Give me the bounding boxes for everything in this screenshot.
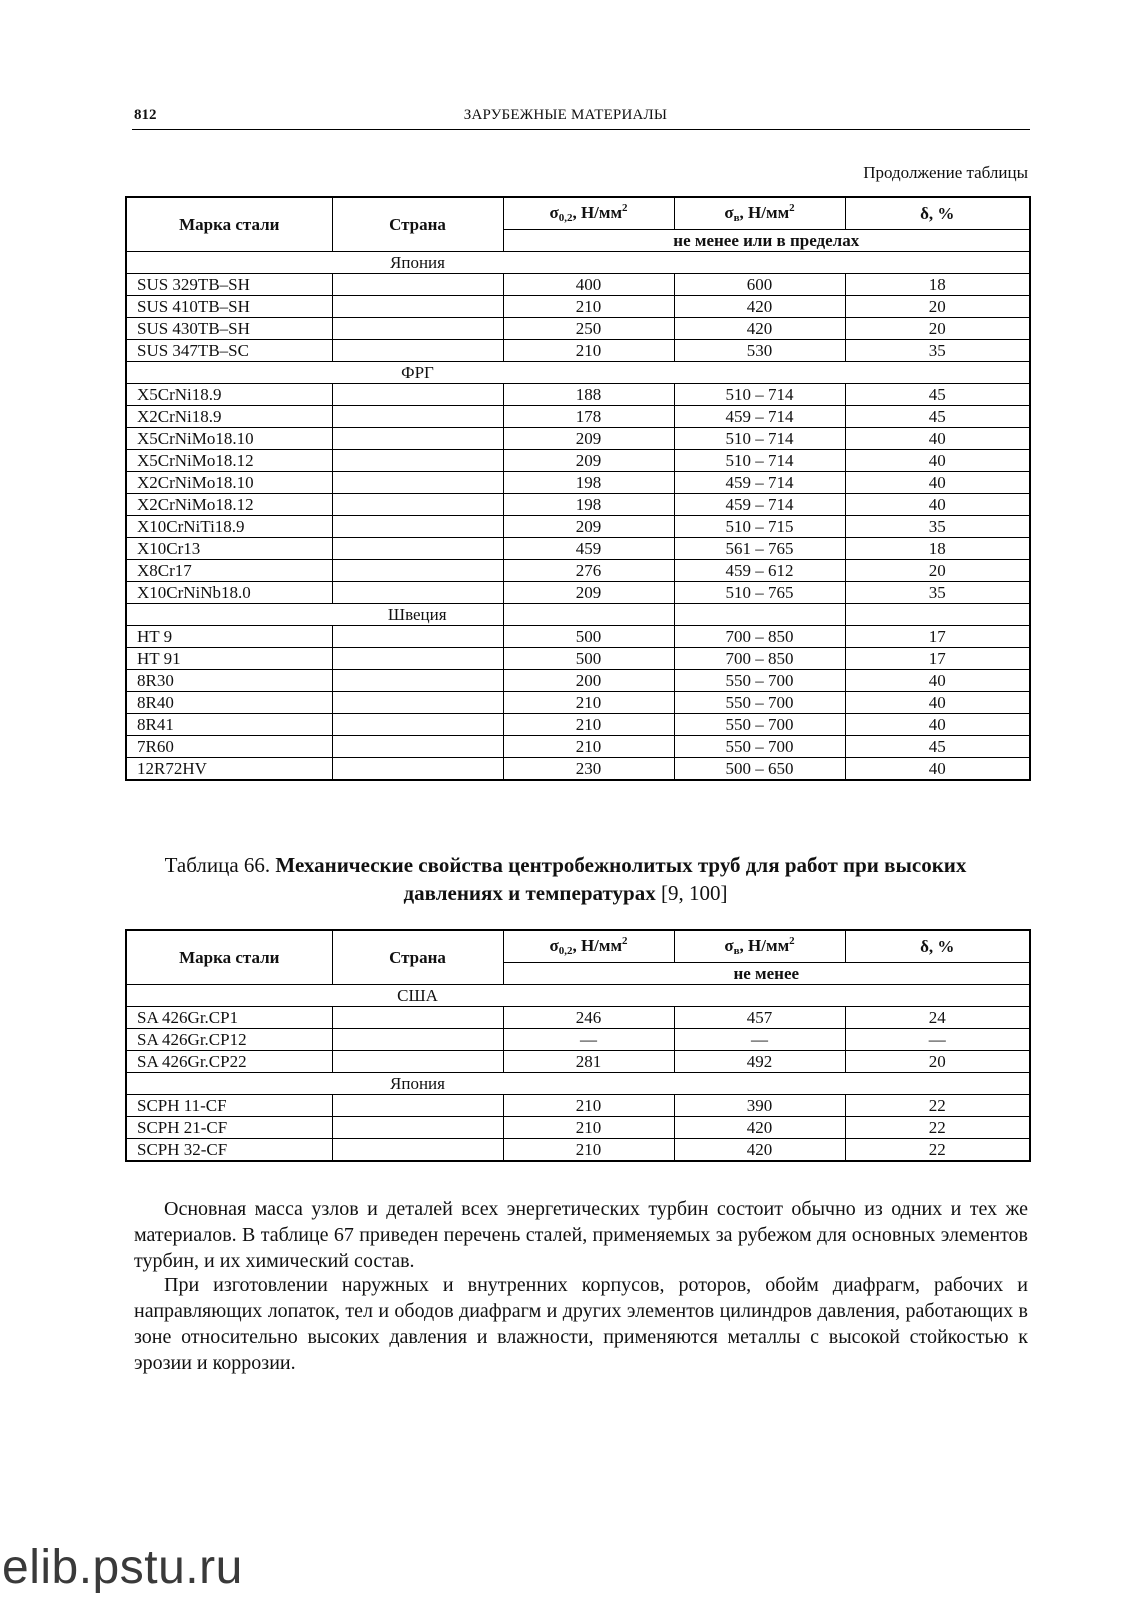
grade-cell: X5CrNiMo18.10: [126, 428, 332, 450]
grade-cell: X2CrNi18.9: [126, 406, 332, 428]
table-row: [126, 560, 1030, 582]
yield-cell: 210: [503, 714, 674, 736]
table-row: [126, 384, 1030, 406]
yield-cell: 500: [503, 626, 674, 648]
tensile-cell: 550 – 700: [674, 692, 845, 714]
elongation-cell: 20: [845, 296, 1030, 318]
yield-cell: 210: [503, 296, 674, 318]
yield-cell: 210: [503, 340, 674, 362]
page-number: 812: [134, 107, 157, 123]
tensile-cell: 530: [674, 340, 845, 362]
table-row: [126, 428, 1030, 450]
country-cell: [332, 1139, 503, 1162]
body-paragraph: Основная масса узлов и деталей всех энергетических турбин состоит обычно из одних и тех же материалов. В таблице 67 приведен перечень сталей, применяемых за рубежом для основных элементов турбин, и их химический состав.: [134, 1198, 1028, 1272]
grade-cell: X5CrNi18.9: [126, 384, 332, 406]
elongation-cell: 40: [845, 670, 1030, 692]
country-cell: [332, 516, 503, 538]
country-cell: [332, 582, 503, 604]
table-row: [126, 582, 1030, 604]
col-subheader: не менее или в пределах: [503, 230, 1030, 252]
grade-cell: SCPH 11-CF: [126, 1095, 332, 1117]
yield-cell: 198: [503, 472, 674, 494]
yield-cell: 230: [503, 758, 674, 781]
grade-cell: SCPH 21-CF: [126, 1117, 332, 1139]
grade-cell: 12R72HV: [126, 758, 332, 781]
yield-cell: 210: [503, 736, 674, 758]
table-row: [126, 450, 1030, 472]
tensile-cell: 510 – 715: [674, 516, 845, 538]
elongation-cell: 35: [845, 516, 1030, 538]
yield-cell: 459: [503, 538, 674, 560]
tensile-cell: 420: [674, 1117, 845, 1139]
country-cell: [332, 736, 503, 758]
country-cell: [332, 1007, 503, 1029]
elongation-cell: 40: [845, 758, 1030, 781]
country-label: Япония: [332, 252, 503, 274]
grade-cell: X2CrNiMo18.10: [126, 472, 332, 494]
yield-cell: 210: [503, 1139, 674, 1162]
body-paragraph: При изготовлении наружных и внутренних корпусов, роторов, обойм диафрагм, рабочих и направляющих лопаток, тел и ободов диафрагм и других элементов цилиндров давления, работающих в зоне относительно высоких давления и влажности, применяются металлы с высокой стойкостью к эрозии и коррозии.: [134, 1274, 1028, 1374]
country-group-row: [126, 985, 1030, 1007]
elongation-cell: 40: [845, 714, 1030, 736]
watermark: elib.pstu.ru: [2, 1541, 243, 1594]
col-yield-header: $\sigma_{0,2}$, $Н/мм^2$: [503, 197, 674, 230]
tensile-cell: 510 – 714: [674, 450, 845, 472]
country-cell: [332, 472, 503, 494]
continuation-label: Продолжение таблицы: [863, 163, 1028, 182]
elongation-cell: 40: [845, 472, 1030, 494]
yield-cell: 276: [503, 560, 674, 582]
grade-cell: 7R60: [126, 736, 332, 758]
header-rule: [132, 129, 1030, 130]
country-label: Япония: [332, 1073, 503, 1095]
country-label: США: [332, 985, 503, 1007]
elongation-cell: 22: [845, 1139, 1030, 1162]
grade-cell: 8R30: [126, 670, 332, 692]
grade-cell: SA 426Gr.CP12: [126, 1029, 332, 1051]
yield-cell: 178: [503, 406, 674, 428]
country-label: ФРГ: [332, 362, 503, 384]
elongation-cell: 45: [845, 406, 1030, 428]
tensile-cell: 561 – 765: [674, 538, 845, 560]
col-subheader: не менее: [503, 963, 1030, 985]
yield-cell: 209: [503, 428, 674, 450]
yield-cell: —: [503, 1029, 674, 1051]
tensile-cell: 510 – 714: [674, 384, 845, 406]
table-row: [126, 538, 1030, 560]
col-tensile-header: $\sigma_в$, $Н/мм^2$: [674, 930, 845, 963]
country-group-row: [126, 604, 1030, 626]
yield-cell: 188: [503, 384, 674, 406]
grade-cell: SUS 329TB–SH: [126, 274, 332, 296]
table-row: [126, 758, 1030, 781]
country-cell: [332, 450, 503, 472]
tensile-cell: —: [674, 1029, 845, 1051]
elongation-cell: 35: [845, 582, 1030, 604]
elongation-cell: 20: [845, 1051, 1030, 1073]
elongation-cell: 40: [845, 450, 1030, 472]
country-cell: [332, 758, 503, 781]
yield-cell: 209: [503, 516, 674, 538]
col-country-header: Страна: [332, 930, 503, 985]
country-cell: [332, 670, 503, 692]
country-group-row: [126, 252, 1030, 274]
grade-cell: SUS 410TB–SH: [126, 296, 332, 318]
table-row: [126, 406, 1030, 428]
grade-cell: X10Cr13: [126, 538, 332, 560]
yield-cell: 250: [503, 318, 674, 340]
elongation-cell: 45: [845, 736, 1030, 758]
yield-cell: 200: [503, 670, 674, 692]
elongation-cell: 18: [845, 274, 1030, 296]
country-cell: [332, 318, 503, 340]
grade-cell: X10CrNiNb18.0: [126, 582, 332, 604]
country-cell: [332, 428, 503, 450]
table-row: [126, 472, 1030, 494]
elongation-cell: 17: [845, 648, 1030, 670]
table-row: [126, 494, 1030, 516]
table-row: [126, 296, 1030, 318]
country-cell: [332, 560, 503, 582]
col-yield-header: $\sigma_{0,2}$, $Н/мм^2$: [503, 930, 674, 963]
country-cell: [332, 494, 503, 516]
country-cell: [332, 406, 503, 428]
running-title: ЗАРУБЕЖНЫЕ МАТЕРИАЛЫ: [463, 107, 668, 123]
yield-cell: 198: [503, 494, 674, 516]
table-row: [126, 516, 1030, 538]
elongation-cell: 17: [845, 626, 1030, 648]
table-row: [126, 274, 1030, 296]
country-cell: [332, 1029, 503, 1051]
table-row: [126, 1095, 1030, 1117]
country-cell: [332, 340, 503, 362]
grade-cell: X8Cr17: [126, 560, 332, 582]
grade-cell: SA 426Gr.CP22: [126, 1051, 332, 1073]
table-row: [126, 736, 1030, 758]
grade-cell: SUS 430TB–SH: [126, 318, 332, 340]
country-cell: [332, 648, 503, 670]
table-row: [126, 648, 1030, 670]
col-elongation-header: δ, %: [845, 930, 1030, 963]
tensile-cell: 457: [674, 1007, 845, 1029]
country-cell: [332, 538, 503, 560]
grade-cell: X5CrNiMo18.12: [126, 450, 332, 472]
grade-cell: 8R41: [126, 714, 332, 736]
country-cell: [332, 1095, 503, 1117]
table-row: [126, 318, 1030, 340]
yield-cell: 209: [503, 582, 674, 604]
col-elongation-header: δ, %: [845, 197, 1030, 230]
tensile-cell: 459 – 714: [674, 494, 845, 516]
tensile-cell: 700 – 850: [674, 626, 845, 648]
country-cell: [332, 692, 503, 714]
tensile-cell: 600: [674, 274, 845, 296]
elongation-cell: 20: [845, 318, 1030, 340]
tensile-cell: 700 – 850: [674, 648, 845, 670]
yield-cell: 500: [503, 648, 674, 670]
elongation-cell: —: [845, 1029, 1030, 1051]
table-row: [126, 1007, 1030, 1029]
grade-cell: X2CrNiMo18.12: [126, 494, 332, 516]
yield-cell: 210: [503, 1117, 674, 1139]
grade-cell: SUS 347TB–SC: [126, 340, 332, 362]
tensile-cell: 459 – 714: [674, 472, 845, 494]
yield-cell: 210: [503, 1095, 674, 1117]
col-country-header: Страна: [332, 197, 503, 252]
country-cell: [332, 1051, 503, 1073]
country-label: Швеция: [332, 604, 503, 626]
tensile-cell: 550 – 700: [674, 714, 845, 736]
country-cell: [332, 626, 503, 648]
elongation-cell: 40: [845, 494, 1030, 516]
elongation-cell: 40: [845, 428, 1030, 450]
tensile-cell: 420: [674, 318, 845, 340]
yield-cell: 210: [503, 692, 674, 714]
country-group-row: [126, 362, 1030, 384]
country-cell: [332, 274, 503, 296]
tensile-cell: 420: [674, 296, 845, 318]
tensile-cell: 550 – 700: [674, 670, 845, 692]
grade-cell: SCPH 32-CF: [126, 1139, 332, 1162]
tensile-cell: 390: [674, 1095, 845, 1117]
tensile-cell: 550 – 700: [674, 736, 845, 758]
grade-cell: X10CrNiTi18.9: [126, 516, 332, 538]
elongation-cell: 24: [845, 1007, 1030, 1029]
table-66-caption: Таблица 66. Механические свойства центробежнолитых труб для работ при высоких давлениях и температурах [9, 100]: [164, 853, 967, 905]
elongation-cell: 22: [845, 1117, 1030, 1139]
table-row: [126, 692, 1030, 714]
table-row: [126, 714, 1030, 736]
tensile-cell: 492: [674, 1051, 845, 1073]
tensile-cell: 510 – 714: [674, 428, 845, 450]
elongation-cell: 40: [845, 692, 1030, 714]
country-cell: [332, 296, 503, 318]
tensile-cell: 459 – 714: [674, 406, 845, 428]
grade-cell: HT 91: [126, 648, 332, 670]
country-cell: [332, 714, 503, 736]
col-grade-header: Марка стали: [126, 930, 332, 985]
steel-properties-table-continued: [125, 196, 1031, 781]
table-row: [126, 1139, 1030, 1162]
yield-cell: 246: [503, 1007, 674, 1029]
table-row: [126, 1051, 1030, 1073]
tensile-cell: 500 – 650: [674, 758, 845, 781]
elongation-cell: 20: [845, 560, 1030, 582]
table-row: [126, 1029, 1030, 1051]
table-row: [126, 670, 1030, 692]
tensile-cell: 459 – 612: [674, 560, 845, 582]
grade-cell: SA 426Gr.CP1: [126, 1007, 332, 1029]
table-row: [126, 626, 1030, 648]
table-row: [126, 340, 1030, 362]
table-row: [126, 1117, 1030, 1139]
elongation-cell: 35: [845, 340, 1030, 362]
elongation-cell: 22: [845, 1095, 1030, 1117]
tensile-cell: 510 – 765: [674, 582, 845, 604]
table-66: [125, 929, 1031, 1162]
country-group-row: [126, 1073, 1030, 1095]
elongation-cell: 45: [845, 384, 1030, 406]
country-cell: [332, 1117, 503, 1139]
elongation-cell: 18: [845, 538, 1030, 560]
country-cell: [332, 384, 503, 406]
grade-cell: HT 9: [126, 626, 332, 648]
tensile-cell: 420: [674, 1139, 845, 1162]
yield-cell: 209: [503, 450, 674, 472]
yield-cell: 400: [503, 274, 674, 296]
col-tensile-header: $\sigma_в$, $Н/мм^2$: [674, 197, 845, 230]
grade-cell: 8R40: [126, 692, 332, 714]
col-grade-header: Марка стали: [126, 197, 332, 252]
yield-cell: 281: [503, 1051, 674, 1073]
